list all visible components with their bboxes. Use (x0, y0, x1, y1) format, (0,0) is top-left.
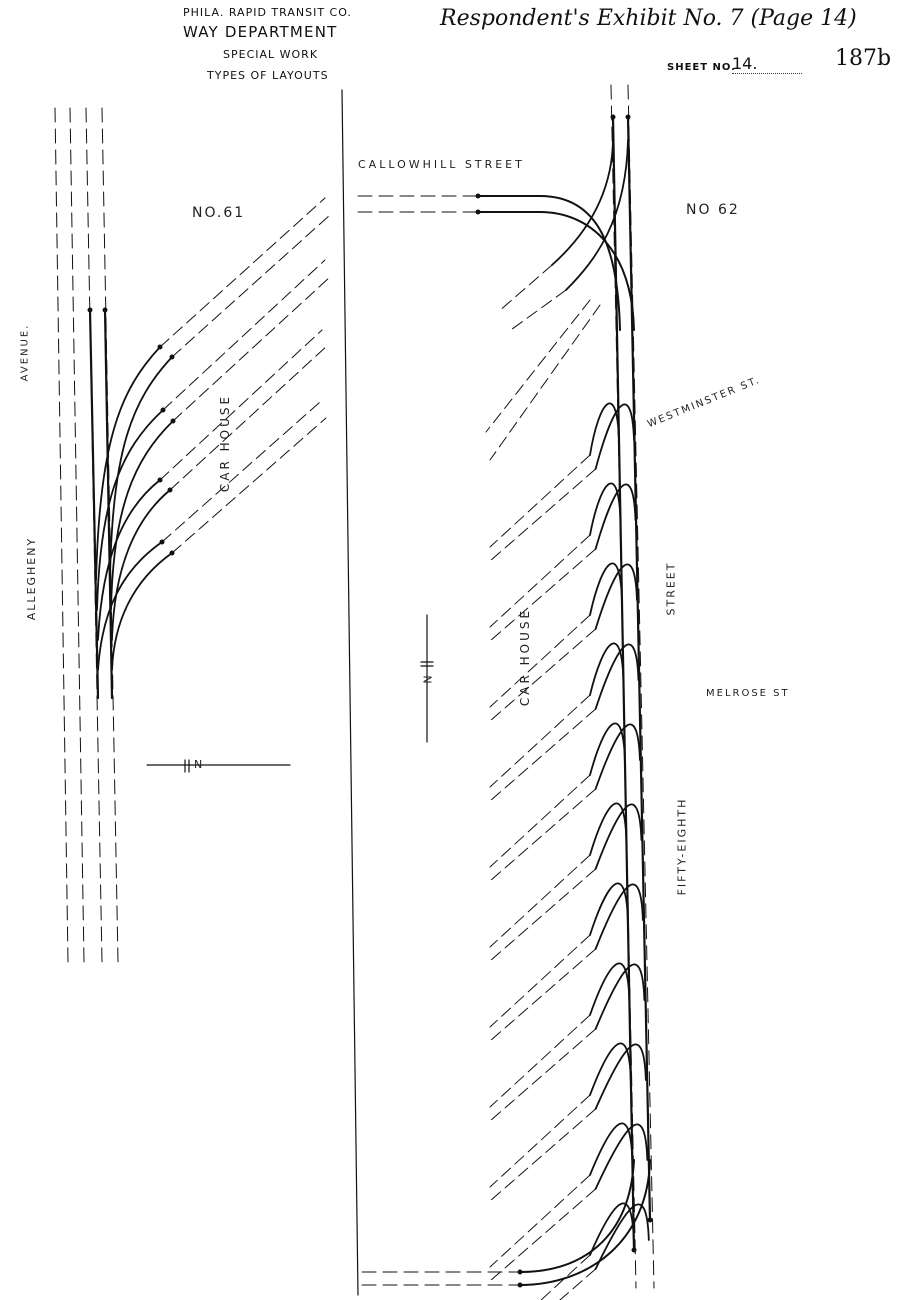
ladder-dashed-track (490, 1029, 596, 1121)
exhibit-title: Respondent's Exhibit No. 7 (Page 14) (440, 6, 857, 31)
ladder-dashed-track (490, 855, 590, 947)
ladder-dashed-track (490, 949, 596, 1041)
ladder-dashed-track (490, 469, 596, 561)
turnout-end-dots (158, 345, 176, 556)
track-end-dot (88, 308, 93, 313)
ladder-turnout-curve (596, 1124, 648, 1189)
sheet-divider-line (342, 90, 358, 1295)
ladder-dashed-track (490, 629, 596, 721)
ladder-dashed-track (490, 455, 590, 547)
sheet-label: SHEET NO. (667, 62, 736, 73)
track-end-dot (626, 115, 631, 120)
ladder-dashed-track (490, 1095, 590, 1187)
track-end-dot (632, 1248, 637, 1253)
section-title: SPECIAL WORK (223, 48, 319, 61)
ladder-dashed-track (490, 869, 596, 961)
ladder-turnout-curve (596, 644, 639, 709)
track-end-dot (611, 115, 616, 120)
ladder-turnout-curve (596, 804, 642, 869)
ladder-turnout-curve (590, 1043, 631, 1095)
ladder-dashed-track (490, 695, 590, 787)
ladder-dashed-track (490, 789, 596, 881)
ladder-dashed-track (490, 775, 590, 867)
ladder-turnout-curve (590, 643, 623, 695)
ladder-turnout-curve (596, 1044, 646, 1109)
ladder-turnout-curve (590, 723, 625, 775)
ladder-turnout-curve (590, 883, 628, 935)
ladder-dashed-track (490, 709, 596, 801)
callowhill-street-lines (358, 196, 520, 1285)
north-label-62: N (421, 673, 435, 684)
company-name: PHILA. RAPID TRANSIT CO. (183, 6, 352, 19)
ladder-dashed-track (490, 535, 590, 627)
ladder-dashed-track (490, 1189, 596, 1281)
allegheny-label: ALLEGHENY (25, 536, 39, 621)
north-label-61: N (194, 758, 205, 771)
layout-61-number: NO.61 (192, 205, 246, 221)
ladder-turnout-curve (590, 483, 620, 535)
ladder-turnout-curve (590, 403, 619, 455)
layout-62-ladder-turnouts (590, 403, 649, 1269)
ladder-dashed-track (490, 1015, 590, 1107)
ladder-turnout-curve (596, 724, 640, 789)
north-arrow-61 (147, 760, 290, 772)
melrose-label: MELROSE ST (706, 688, 790, 699)
department-title: WAY DEPARTMENT (183, 23, 338, 41)
subject-title: TYPES OF LAYOUTS (207, 69, 329, 82)
ladder-dashed-track (490, 935, 590, 1027)
ladder-dashed-track (490, 549, 596, 641)
layout-61-car-house-tracks (160, 198, 330, 553)
sheet-number: 14. (732, 54, 802, 74)
westminster-label: WESTMINSTER ST. (646, 374, 763, 431)
avenue-label: AVENUE. (19, 323, 31, 382)
ladder-turnout-curve (590, 803, 626, 855)
ladder-turnout-curve (596, 964, 645, 1029)
street-label: STREET (664, 561, 678, 616)
page-reference: 187b (835, 46, 892, 71)
layout-62-upper-dashed (486, 265, 600, 460)
ladder-turnout-curve (596, 884, 643, 949)
layout-62-number: NO 62 (686, 202, 740, 218)
ladder-turnout-curve (590, 563, 622, 615)
track-end-dot (103, 308, 108, 313)
ladder-dashed-track (490, 1175, 590, 1267)
ladder-turnout-curve (590, 963, 629, 1015)
callowhill-label: CALLOWHILL STREET (358, 158, 525, 171)
ladder-dashed-track (490, 615, 590, 707)
layout-62-car-house-tracks (490, 455, 596, 1300)
car-house-label-61: CAR HOUSE (218, 393, 233, 493)
fifty-eighth-label: FIFTY-EIGHTH (675, 797, 689, 896)
ladder-turnout-curve (590, 1123, 632, 1175)
car-house-label-62: CAR HOUSE (518, 607, 533, 707)
ladder-dashed-track (490, 1109, 596, 1201)
